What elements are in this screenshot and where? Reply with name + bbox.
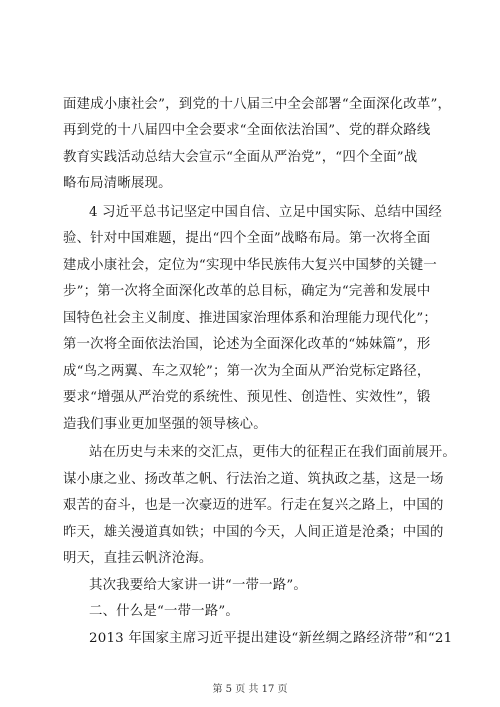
- text-line: 面建成小康社会”，到党的十八届三中全会部署“全面深化改革”，: [63, 97, 452, 112]
- text-line: 艰苦的奋斗，也是一次豪迈的进军。行走在复兴之路上，中国的: [63, 498, 444, 513]
- text-line: 教育实践活动总结大会宣示“全面从严治党”，“四个全面”战: [63, 150, 418, 165]
- text-line: 略布局清晰展现。: [63, 176, 172, 191]
- text-line: 站在历史与未来的交汇点，更伟大的征程正在我们面前展开。: [89, 445, 456, 460]
- text-line: 谋小康之业、扬改革之帆、行法治之道、筑执政之基，这是一场: [63, 472, 444, 487]
- text-line: 造我们事业更加坚强的领导核心。: [63, 417, 267, 432]
- text-line: 验、针对中国难题，提出“四个全面”战略布局。第一次将全面: [63, 231, 431, 246]
- text-line: 其次我要给大家讲一讲“一带一路”。: [89, 578, 307, 593]
- page-number-footer: 第 5 页 共 17 页: [212, 684, 288, 695]
- text-line: 明天，直挂云帆济沧海。: [63, 551, 213, 566]
- section-heading: 二、什么是“一带一路”。: [89, 604, 239, 619]
- text-line: 要求“增强从严治党的系统性、预见性、创造性、实效性”，锻: [63, 390, 431, 405]
- text-line: 第一次将全面依法治国，论述为全面深化改革的“姊妹篇”，形: [63, 337, 431, 352]
- text-line: 国特色社会主义制度、推进国家治理体系和治理能力现代化”；: [63, 311, 437, 326]
- text-line: 4 习近平总书记坚定中国自信、立足中国实际、总结中国经: [89, 205, 442, 220]
- text-line: 再到党的十八届四中全会要求“全面依法治国”、党的群众路线: [63, 123, 431, 138]
- text-line: 建成小康社会，定位为“实现中华民族伟大复兴中国梦的关键一: [63, 258, 437, 273]
- text-line: 昨天，雄关漫道真如铁；中国的今天，人间正道是沧桑；中国的: [63, 525, 444, 540]
- text-line: 成“鸟之两翼、车之双轮”；第一次为全面从严治党标定路径，: [63, 364, 431, 379]
- text-line: 2013 年国家主席习近平提出建设“新丝绸之路经济带”和“21: [89, 631, 453, 646]
- text-line: 步”；第一次将全面深化改革的总目标，确定为“完善和发展中: [63, 284, 431, 299]
